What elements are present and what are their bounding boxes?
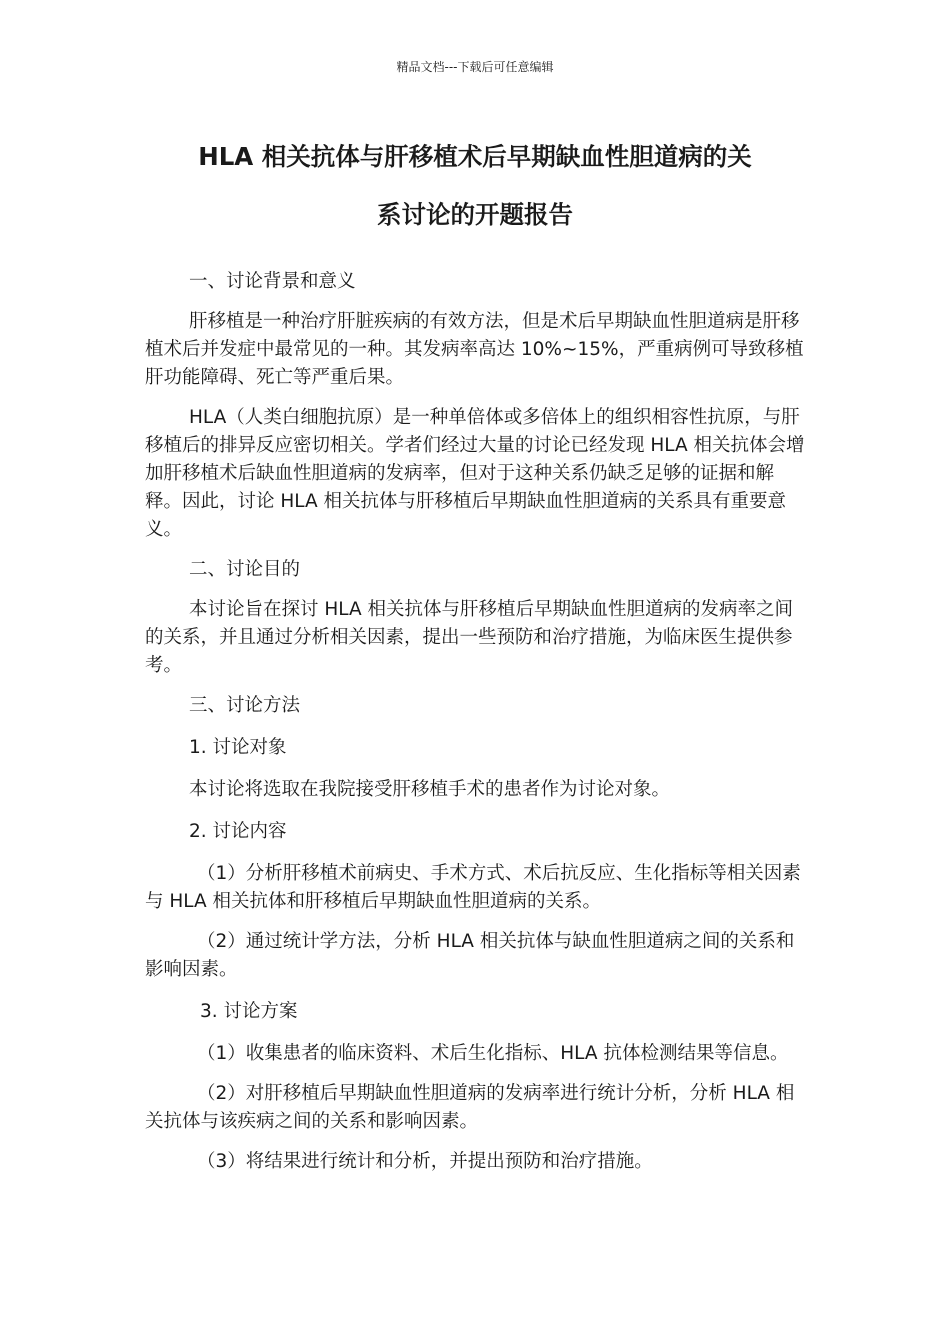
list-item-plan-1: （1）收集患者的临床资料、术后生化指标、HLA 抗体检测结果等信息。	[197, 1043, 789, 1064]
page-header: 精品文档---下载后可任意编辑	[396, 60, 554, 74]
subheading-plan: 3. 讨论方案	[200, 1001, 298, 1022]
section-heading-purpose: 二、讨论目的	[189, 559, 301, 580]
list-item-content-1: （1）分析肝移植术前病史、手术方式、术后抗反应、生化指标等相关因素与 HLA 相关抗体和肝移植后早期缺血性胆道病的关系。	[145, 863, 801, 912]
list-item-content-2: （2）通过统计学方法，分析 HLA 相关抗体与缺血性胆道病之间的关系和影响因素。	[145, 931, 795, 980]
section-heading-methods: 三、讨论方法	[189, 695, 301, 716]
paragraph-background-2: HLA（人类白细胞抗原）是一种单倍体或多倍体上的组织相容性抗原，与肝移植后的排异反应密切相关。学者们经过大量的讨论已经发现 HLA 相关抗体会增加肝移植术后缺血性胆道病的发病率，但对于这种关系仍缺乏足够的证据和解释。因此，讨论 HLA 相关抗体与肝移植后早期缺血性胆道病的关系具有重要意义。	[145, 407, 805, 540]
section-heading-background: 一、讨论背景和意义	[189, 271, 356, 292]
paragraph-purpose: 本讨论旨在探讨 HLA 相关抗体与肝移植后早期缺血性胆道病的发病率之间的关系，并且通过分析相关因素，提出一些预防和治疗措施，为临床医生提供参考。	[145, 599, 794, 676]
subheading-content: 2. 讨论内容	[189, 821, 287, 842]
paragraph-subjects: 本讨论将选取在我院接受肝移植手术的患者作为讨论对象。	[189, 779, 671, 800]
paragraph-background-1: 肝移植是一种治疗肝脏疾病的有效方法，但是术后早期缺血性胆道病是肝移植术后并发症中最常见的一种。其发病率高达 10%~15%，严重病例可导致移植肝功能障碍、死亡等严重后果。	[145, 311, 804, 388]
list-item-plan-3: （3）将结果进行统计和分析，并提出预防和治疗措施。	[197, 1151, 653, 1172]
list-item-plan-2: （2）对肝移植后早期缺血性胆道病的发病率进行统计分析，分析 HLA 相关抗体与该疾病之间的关系和影响因素。	[145, 1083, 795, 1132]
document-body	[145, 268, 807, 1176]
subheading-subjects: 1. 讨论对象	[189, 737, 287, 758]
title-line-1: HLA 相关抗体与肝移植术后早期缺血性胆道病的关	[198, 142, 752, 171]
title-line-2: 系讨论的开题报告	[377, 200, 573, 229]
